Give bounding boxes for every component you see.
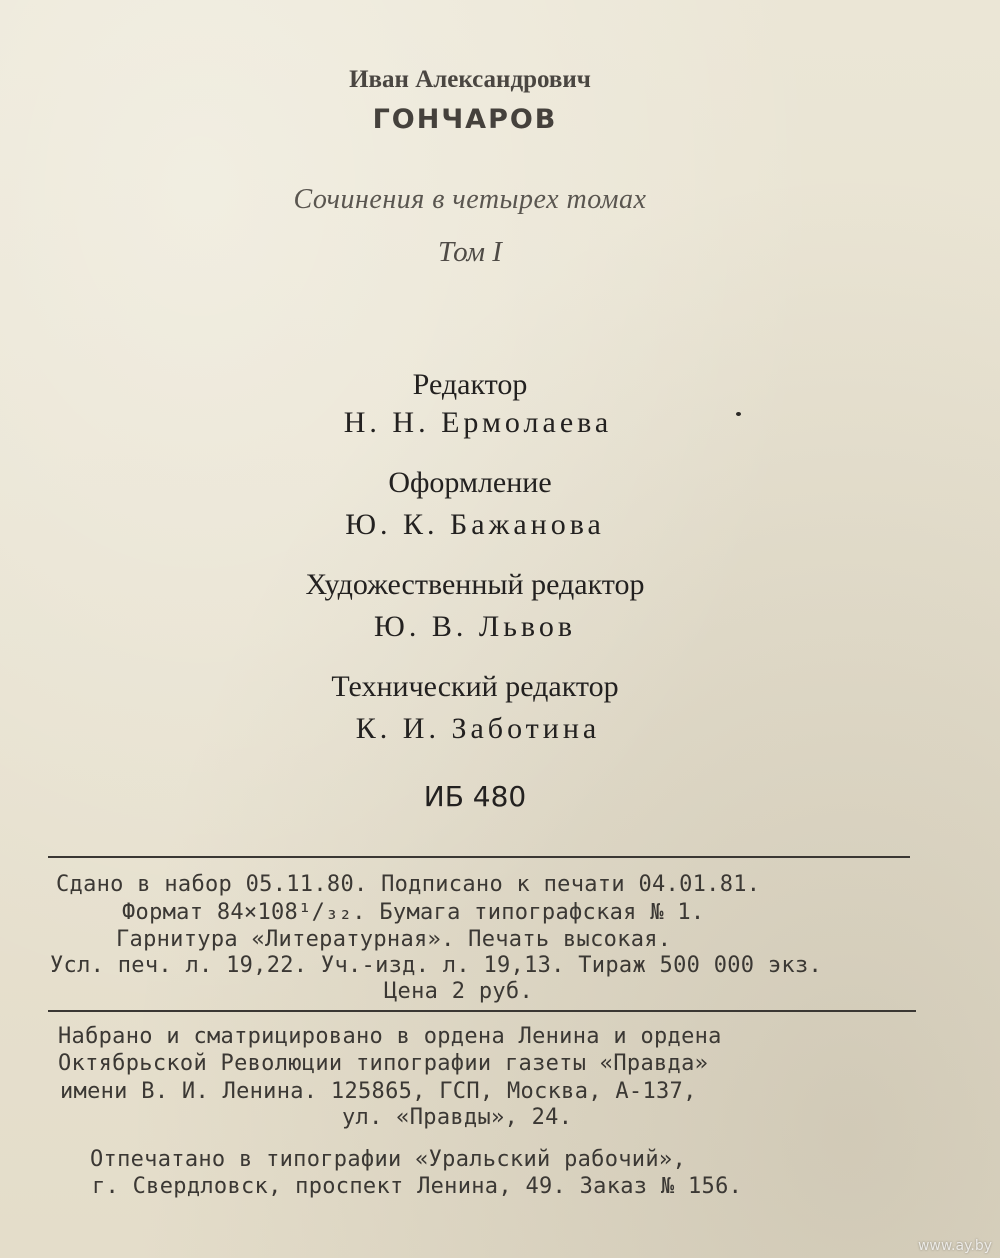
credit-role-design: Оформление bbox=[388, 466, 552, 499]
imprint-line: Усл. печ. л. 19,22. Уч.-изд. л. 19,13. Тираж 500 000 экз. bbox=[50, 953, 823, 978]
imprint-line: Отпечатано в типографии «Уральский рабочий», bbox=[90, 1147, 686, 1172]
imprint-line: г. Свердловск, проспект Ленина, 49. Заказ № 156. bbox=[92, 1174, 743, 1199]
series-title: Сочинения в четырех томах bbox=[293, 184, 647, 215]
credit-name-tech-editor: К. И. Заботина bbox=[355, 712, 601, 745]
credit-role-editor: Редактор bbox=[412, 368, 528, 401]
imprint-line: имени В. И. Ленина. 125865, ГСП, Москва, А-137, bbox=[60, 1079, 697, 1104]
imprint-line: Набрано и сматрицировано в ордена Ленина и ордена bbox=[58, 1024, 722, 1049]
imprint-line: Формат 84×108¹/₃₂. Бумага типографская № 1. bbox=[122, 900, 705, 925]
credit-name-design: Ю. К. Бажанова bbox=[345, 508, 605, 541]
imprint-line: Гарнитура «Литературная». Печать высокая. bbox=[116, 927, 672, 952]
credit-role-tech-editor: Технический редактор bbox=[331, 670, 619, 703]
imprint-line: Октябрьской Революции типографии газеты «Правда» bbox=[58, 1051, 709, 1076]
author-name: Иван Александрович bbox=[349, 66, 591, 93]
credit-name-art-editor: Ю. В. Львов bbox=[374, 610, 576, 643]
volume-label: Том I bbox=[438, 236, 502, 268]
author-surname: ГОНЧАРОВ bbox=[372, 104, 558, 135]
credit-role-art-editor: Художественный редактор bbox=[305, 568, 645, 601]
imprint-line: Сдано в набор 05.11.80. Подписано к печати 04.01.81. bbox=[56, 872, 761, 897]
imprint-line: Цена 2 руб. bbox=[384, 979, 533, 1004]
credit-name-editor: Н. Н. Ермолаева bbox=[343, 406, 613, 439]
ink-speck bbox=[736, 412, 741, 416]
divider-rule-top bbox=[48, 856, 910, 858]
divider-rule-bottom bbox=[48, 1010, 916, 1012]
watermark: www.ay.by bbox=[917, 1238, 992, 1254]
ib-number: ИБ 480 bbox=[423, 780, 527, 813]
imprint-line: ул. «Правды», 24. bbox=[342, 1105, 573, 1130]
